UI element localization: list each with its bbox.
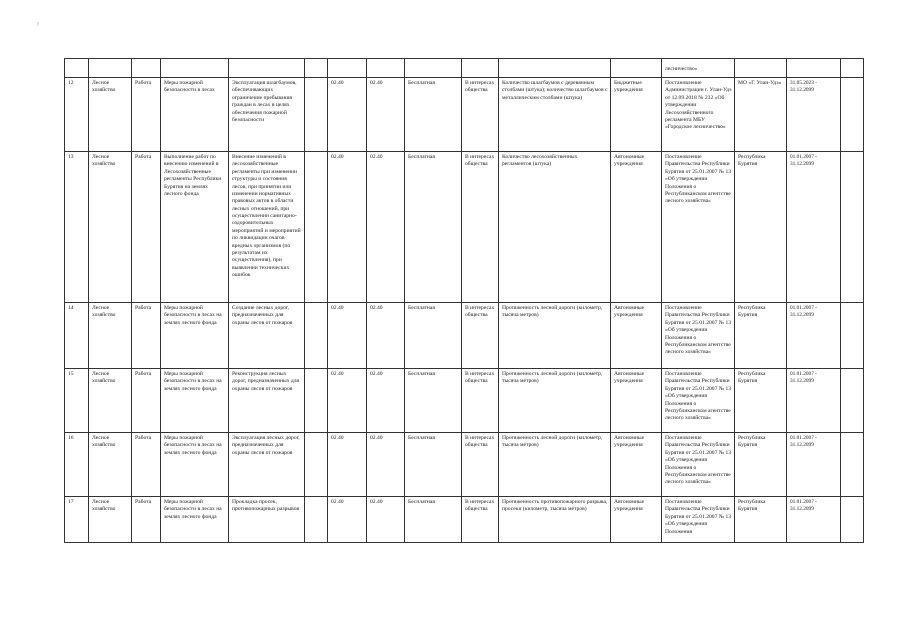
cell — [462, 59, 499, 78]
authority-cell: Республика Бурятия — [735, 433, 787, 497]
empty-cell — [305, 369, 328, 433]
code-cell: 02.40 — [328, 497, 367, 543]
basis-cell: Постановление Правительства Республики Бурятия от 25.01.2007 № 13 «Об утверждении Положения о Республиканском агентстве лесного хозяйства» — [662, 433, 735, 497]
sector-cell: Лесное хозяйство — [89, 433, 132, 497]
indicator-cell: Количество шлагбаумов с деревянным столбами (штука); количество шлагбаумов с металлическим столбами (штука) — [499, 78, 611, 152]
code-cell: 02.40 — [367, 78, 405, 152]
cell — [367, 59, 405, 78]
basis-cell: Постановление Администрации г. Улан-Удэ от 12.09.2018 № 232 «Об утверждении Лесохозяйственного регламента МБУ «Городское лесничество» — [662, 78, 735, 152]
row-number: 15 — [65, 369, 89, 433]
code-cell: 02.40 — [328, 303, 367, 369]
kind-cell: Работа — [132, 369, 161, 433]
period-cell: 01.01.2007 - 31.12.2099 — [787, 433, 841, 497]
indicator-cell: Количество лесохозяйственных регламентов (штука) — [499, 152, 611, 303]
sector-cell: Лесное хозяйство — [89, 152, 132, 303]
authority-cell: Республика Бурятия — [735, 303, 787, 369]
consumer-cell: В интересах общества — [462, 152, 499, 303]
authority-cell: Республика Бурятия — [735, 369, 787, 433]
cell-trailing-text — [662, 59, 735, 78]
consumer-cell: В интересах общества — [462, 369, 499, 433]
institution-cell: Автономные учреждения — [611, 433, 662, 497]
table-row — [65, 369, 864, 433]
sector-cell: Лесное хозяйство — [89, 497, 132, 543]
consumer-cell: В интересах общества — [462, 497, 499, 543]
content-cell: Реконструкция лесных дорог, предназначенных для охраны лесов от пожаров — [229, 369, 305, 433]
kind-cell: Работа — [132, 497, 161, 543]
program-cell: Меры пожарной безопасности в лесах на землях лесного фонда — [161, 433, 229, 497]
cell — [305, 59, 328, 78]
row-number: 17 — [65, 497, 89, 543]
sector-cell: Лесное хозяйство — [89, 303, 132, 369]
table-row — [65, 152, 864, 303]
kind-cell: Работа — [132, 303, 161, 369]
authority-cell: Республика Бурятия — [735, 152, 787, 303]
empty-cell — [305, 433, 328, 497]
table-row — [65, 497, 864, 543]
payment-cell: Бесплатная — [405, 78, 462, 152]
cell — [735, 59, 787, 78]
consumer-cell: В интересах общества — [462, 78, 499, 152]
services-register-table — [64, 58, 864, 543]
period-cell: 01.01.2007 - 31.12.2099 — [787, 303, 841, 369]
code-cell: 02.40 — [328, 369, 367, 433]
indicator-cell: Протяженность лесной дороги (километр, тысяча метров) — [499, 433, 611, 497]
program-cell: Меры пожарной безопасности в лесах на землях лесного фонда — [161, 497, 229, 543]
empty-cell — [305, 497, 328, 543]
institution-cell: Автономные учреждения — [611, 303, 662, 369]
program-cell: Выполнение работ по внесению изменений в Лесохозяйственные регламенты Республики Бурятия на землях лесного фонда — [161, 152, 229, 303]
empty-cell — [841, 152, 864, 303]
cell — [405, 59, 462, 78]
program-cell: Меры пожарной безопасности в лесах на землях лесного фонда — [161, 303, 229, 369]
cell — [328, 59, 367, 78]
continued-basis-text: лесничество» — [665, 66, 698, 72]
row-number: 13 — [65, 152, 89, 303]
period-cell: 01.01.2007 - 31.12.2099 — [787, 369, 841, 433]
cell — [229, 59, 305, 78]
cell — [161, 59, 229, 78]
table-row — [65, 78, 864, 152]
kind-cell: Работа — [132, 78, 161, 152]
indicator-cell: Протяженность противопожарного разрыва, просеки (километр, тысяча метров) — [499, 497, 611, 543]
content-cell: Создание лесных дорог, предназначенных для охраны лесов от пожаров — [229, 303, 305, 369]
table-row-continuation — [65, 59, 864, 78]
empty-cell — [841, 433, 864, 497]
code-cell: 02.40 — [367, 303, 405, 369]
period-cell: 31.05.2023 - 31.12.2099 — [787, 78, 841, 152]
empty-cell — [305, 303, 328, 369]
empty-cell — [841, 369, 864, 433]
cell — [499, 59, 611, 78]
row-number: 12 — [65, 78, 89, 152]
kind-cell: Работа — [132, 152, 161, 303]
basis-cell: Постановление Правительства Республики Бурятия от 25.01.2007 № 13 «Об утверждении Положения — [662, 497, 735, 543]
table-row — [65, 433, 864, 497]
payment-cell: Бесплатная — [405, 497, 462, 543]
empty-cell — [305, 152, 328, 303]
institution-cell: Автономные учреждения — [611, 497, 662, 543]
sector-cell: Лесное хозяйство — [89, 78, 132, 152]
code-cell: 02.40 — [367, 152, 405, 303]
cell — [787, 59, 841, 78]
content-cell: Эксплуатация лесных дорог, предназначенных для охраны лесов от пожаров — [229, 433, 305, 497]
institution-cell: Бюджетные учреждения — [611, 78, 662, 152]
consumer-cell: В интересах общества — [462, 303, 499, 369]
code-cell: 02.40 — [367, 369, 405, 433]
indicator-cell: Протяженность лесной дороги (километр, тысяча метров) — [499, 303, 611, 369]
institution-cell: Автономные учреждения — [611, 152, 662, 303]
basis-cell: Постановление Правительства Республики Бурятия от 25.01.2007 № 13 «Об утверждении Положения о Республиканском агентстве лесного хозяйства» — [662, 369, 735, 433]
period-cell: 01.01.2007 - 31.12.2099 — [787, 152, 841, 303]
basis-cell: Постановление Правительства Республики Бурятия от 25.01.2007 № 13 «Об утверждении Положения о Республиканском агентстве лесного хозяйства» — [662, 303, 735, 369]
row-number: 14 — [65, 303, 89, 369]
payment-cell: Бесплатная — [405, 303, 462, 369]
program-cell: Меры пожарной безопасности в лесах на землях лесного фонда — [161, 369, 229, 433]
consumer-cell: В интересах общества — [462, 433, 499, 497]
row-number: 16 — [65, 433, 89, 497]
code-cell: 02.40 — [367, 497, 405, 543]
page-corner-mark: ! — [37, 22, 39, 28]
code-cell: 02.40 — [328, 152, 367, 303]
cell — [89, 59, 132, 78]
code-cell: 02.40 — [328, 433, 367, 497]
cell — [65, 59, 89, 78]
payment-cell: Бесплатная — [405, 369, 462, 433]
cell — [132, 59, 161, 78]
authority-cell: Республика Бурятия — [735, 497, 787, 543]
code-cell: 02.40 — [328, 78, 367, 152]
content-cell: Внесение изменений в лесохозяйственные регламенты при изменении структуры и состояния лесов, при принятии или изменении нормативных правовых актов в области лесных отношений, при осуществлении санитарно-оздоровительных мероприятий и мероприятий по ликвидации очагов вредных организмов (по результатам их осуществления), при выявлении технических ошибок — [229, 152, 305, 303]
period-cell: 01.01.2007 - 31.12.2099 — [787, 497, 841, 543]
cell — [841, 59, 864, 78]
content-cell: Эксплуатация шлагбаумов, обеспечивающих ограничение пребывания граждан в лесах в целях обеспечения пожарной безопасности — [229, 78, 305, 152]
indicator-cell: Протяженность лесной дороги (километр, тысяча метров) — [499, 369, 611, 433]
program-cell: Меры пожарной безопасности в лесах — [161, 78, 229, 152]
payment-cell: Бесплатная — [405, 152, 462, 303]
empty-cell — [841, 497, 864, 543]
table-row — [65, 303, 864, 369]
empty-cell — [841, 303, 864, 369]
kind-cell: Работа — [132, 433, 161, 497]
institution-cell: Автономные учреждения — [611, 369, 662, 433]
sector-cell: Лесное хозяйство — [89, 369, 132, 433]
cell — [611, 59, 662, 78]
code-cell: 02.40 — [367, 433, 405, 497]
empty-cell — [305, 78, 328, 152]
payment-cell: Бесплатная — [405, 433, 462, 497]
content-cell: Прокладка просек, противопожарных разрывов — [229, 497, 305, 543]
basis-cell: Постановление Правительства Республики Бурятия от 25.01.2007 № 13 «Об утверждении Положения о Республиканском агентстве лесного хозяйства» — [662, 152, 735, 303]
authority-cell: МО «Г. Улан-Удэ» — [735, 78, 787, 152]
empty-cell — [841, 78, 864, 152]
